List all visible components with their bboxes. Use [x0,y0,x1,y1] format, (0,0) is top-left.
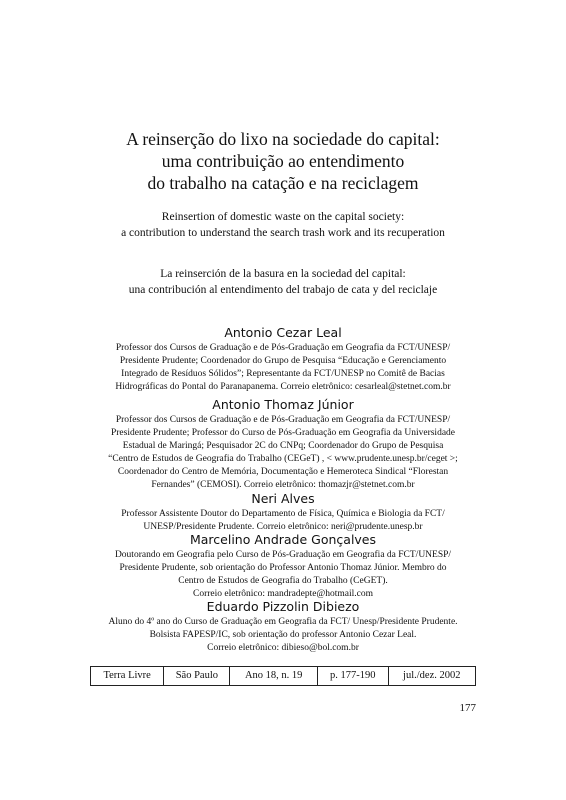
author-block [90,396,476,492]
title-line: La reinserción de la basura en la sociedad del capital: [160,268,406,280]
title-line: A reinserção do lixo na sociedade do capital: [126,129,440,149]
article-title-spanish [60,266,506,298]
title-line: uma contribuição ao entendimento [161,151,405,171]
bio-line: Presidente Prudente, sob orientação do Professor Antonio Thomaz Júnior. Membro do [119,563,447,573]
bio-line: Correio eletrônico: dibieso@bol.com.br [207,643,359,653]
bio-line: Estadual de Maringá; Pesquisador 2C do CNPq; Coordenador do Grupo de Pesquisa [122,441,444,451]
article-title-portuguese [60,128,506,194]
title-line: do trabalho na catação e na reciclagem [147,173,419,193]
bio-line: Fernandes” (CEMOSI). Correio eletrônico: thomazjr@stetnet.com.br [151,480,415,490]
journal-city-cell: São Paulo [164,667,230,686]
author-bio [90,616,476,655]
page-number: 177 [459,702,476,714]
bio-line: Integrado de Resíduos Sólidos”; Representante da FCT/UNESP no Comitê de Bacias [121,369,445,379]
bio-line: Doutorando em Geografia pelo Curso de Pós-Graduação em Geografia da FCT/UNESP/ [114,550,452,560]
bio-line: “Centro de Estudos de Geografia do Trabalho (CEGeT) , < www.prudente.unesp.br/ceget >; [108,454,458,464]
author-bio [90,342,476,394]
bio-line: Bolsista FAPESP/IC, sob orientação do professor Antonio Cezar Leal. [149,630,417,640]
bio-line: Presidente Prudente; Professor do Curso de Pós-Graduação em Geografia da Universidade [110,428,455,438]
journal-name-cell: Terra Livre [91,667,164,686]
article-title-english [60,209,506,241]
table-row [91,667,476,686]
author-name: Eduardo Pizzolin Dibiezo [206,599,360,614]
bio-line: Presidente Prudente; Coordenador do Grupo de Pesquisa “Educação e Gerenciamento [119,356,447,366]
author-name: Neri Alves [251,491,315,506]
journal-pages-cell: p. 177-190 [317,667,388,686]
bio-line: Professor dos Cursos de Graduação e de Pós-Graduação em Geografia da FCT/UNESP/ [115,343,451,353]
bio-line: Correio eletrônico: mandradepte@hotmail.com [193,589,373,599]
bio-line: Aluno do 4º ano do Curso de Graduação em Geografia da FCT/ Unesp/Presidente Prudente. [108,617,458,627]
journal-date-cell: jul./dez. 2002 [388,667,475,686]
bio-line: Centro de Estudos de Geografia do Trabalho (CeGET). [178,576,388,586]
author-bio [90,549,476,601]
journal-issue-cell: Ano 18, n. 19 [230,667,317,686]
bio-line: Professor Assistente Doutor do Departamento de Física, Química e Biologia da FCT/ [121,509,445,519]
author-name: Marcelino Andrade Gonçalves [189,532,377,547]
author-bio [90,414,476,492]
title-line: Reinsertion of domestic waste on the capital society: [161,211,405,223]
bio-line: Hidrográficas do Pontal do Paranapanema. Correio eletrônico: cesarleal@stetnet.com.br [115,382,451,392]
bio-line: Professor dos Cursos de Graduação e de Pós-Graduação em Geografia da FCT/UNESP/ [115,415,451,425]
author-block [90,324,476,394]
title-line: a contribution to understand the search trash work and its recuperation [121,227,445,239]
author-name: Antonio Cezar Leal [224,325,342,340]
bio-line: Coordenador do Centro de Memória, Documentação e Hemeroteca Sindical “Florestan [117,467,449,477]
author-block [90,598,476,655]
author-block [90,490,476,534]
bio-line: UNESP/Presidente Prudente. Correio eletrônico: neri@prudente.unesp.br [143,522,423,532]
journal-info-table [90,666,476,686]
author-name: Antonio Thomaz Júnior [212,397,354,412]
author-block [90,531,476,601]
title-line: una contribución al entendimento del trabajo de cata y del reciclaje [128,284,438,296]
